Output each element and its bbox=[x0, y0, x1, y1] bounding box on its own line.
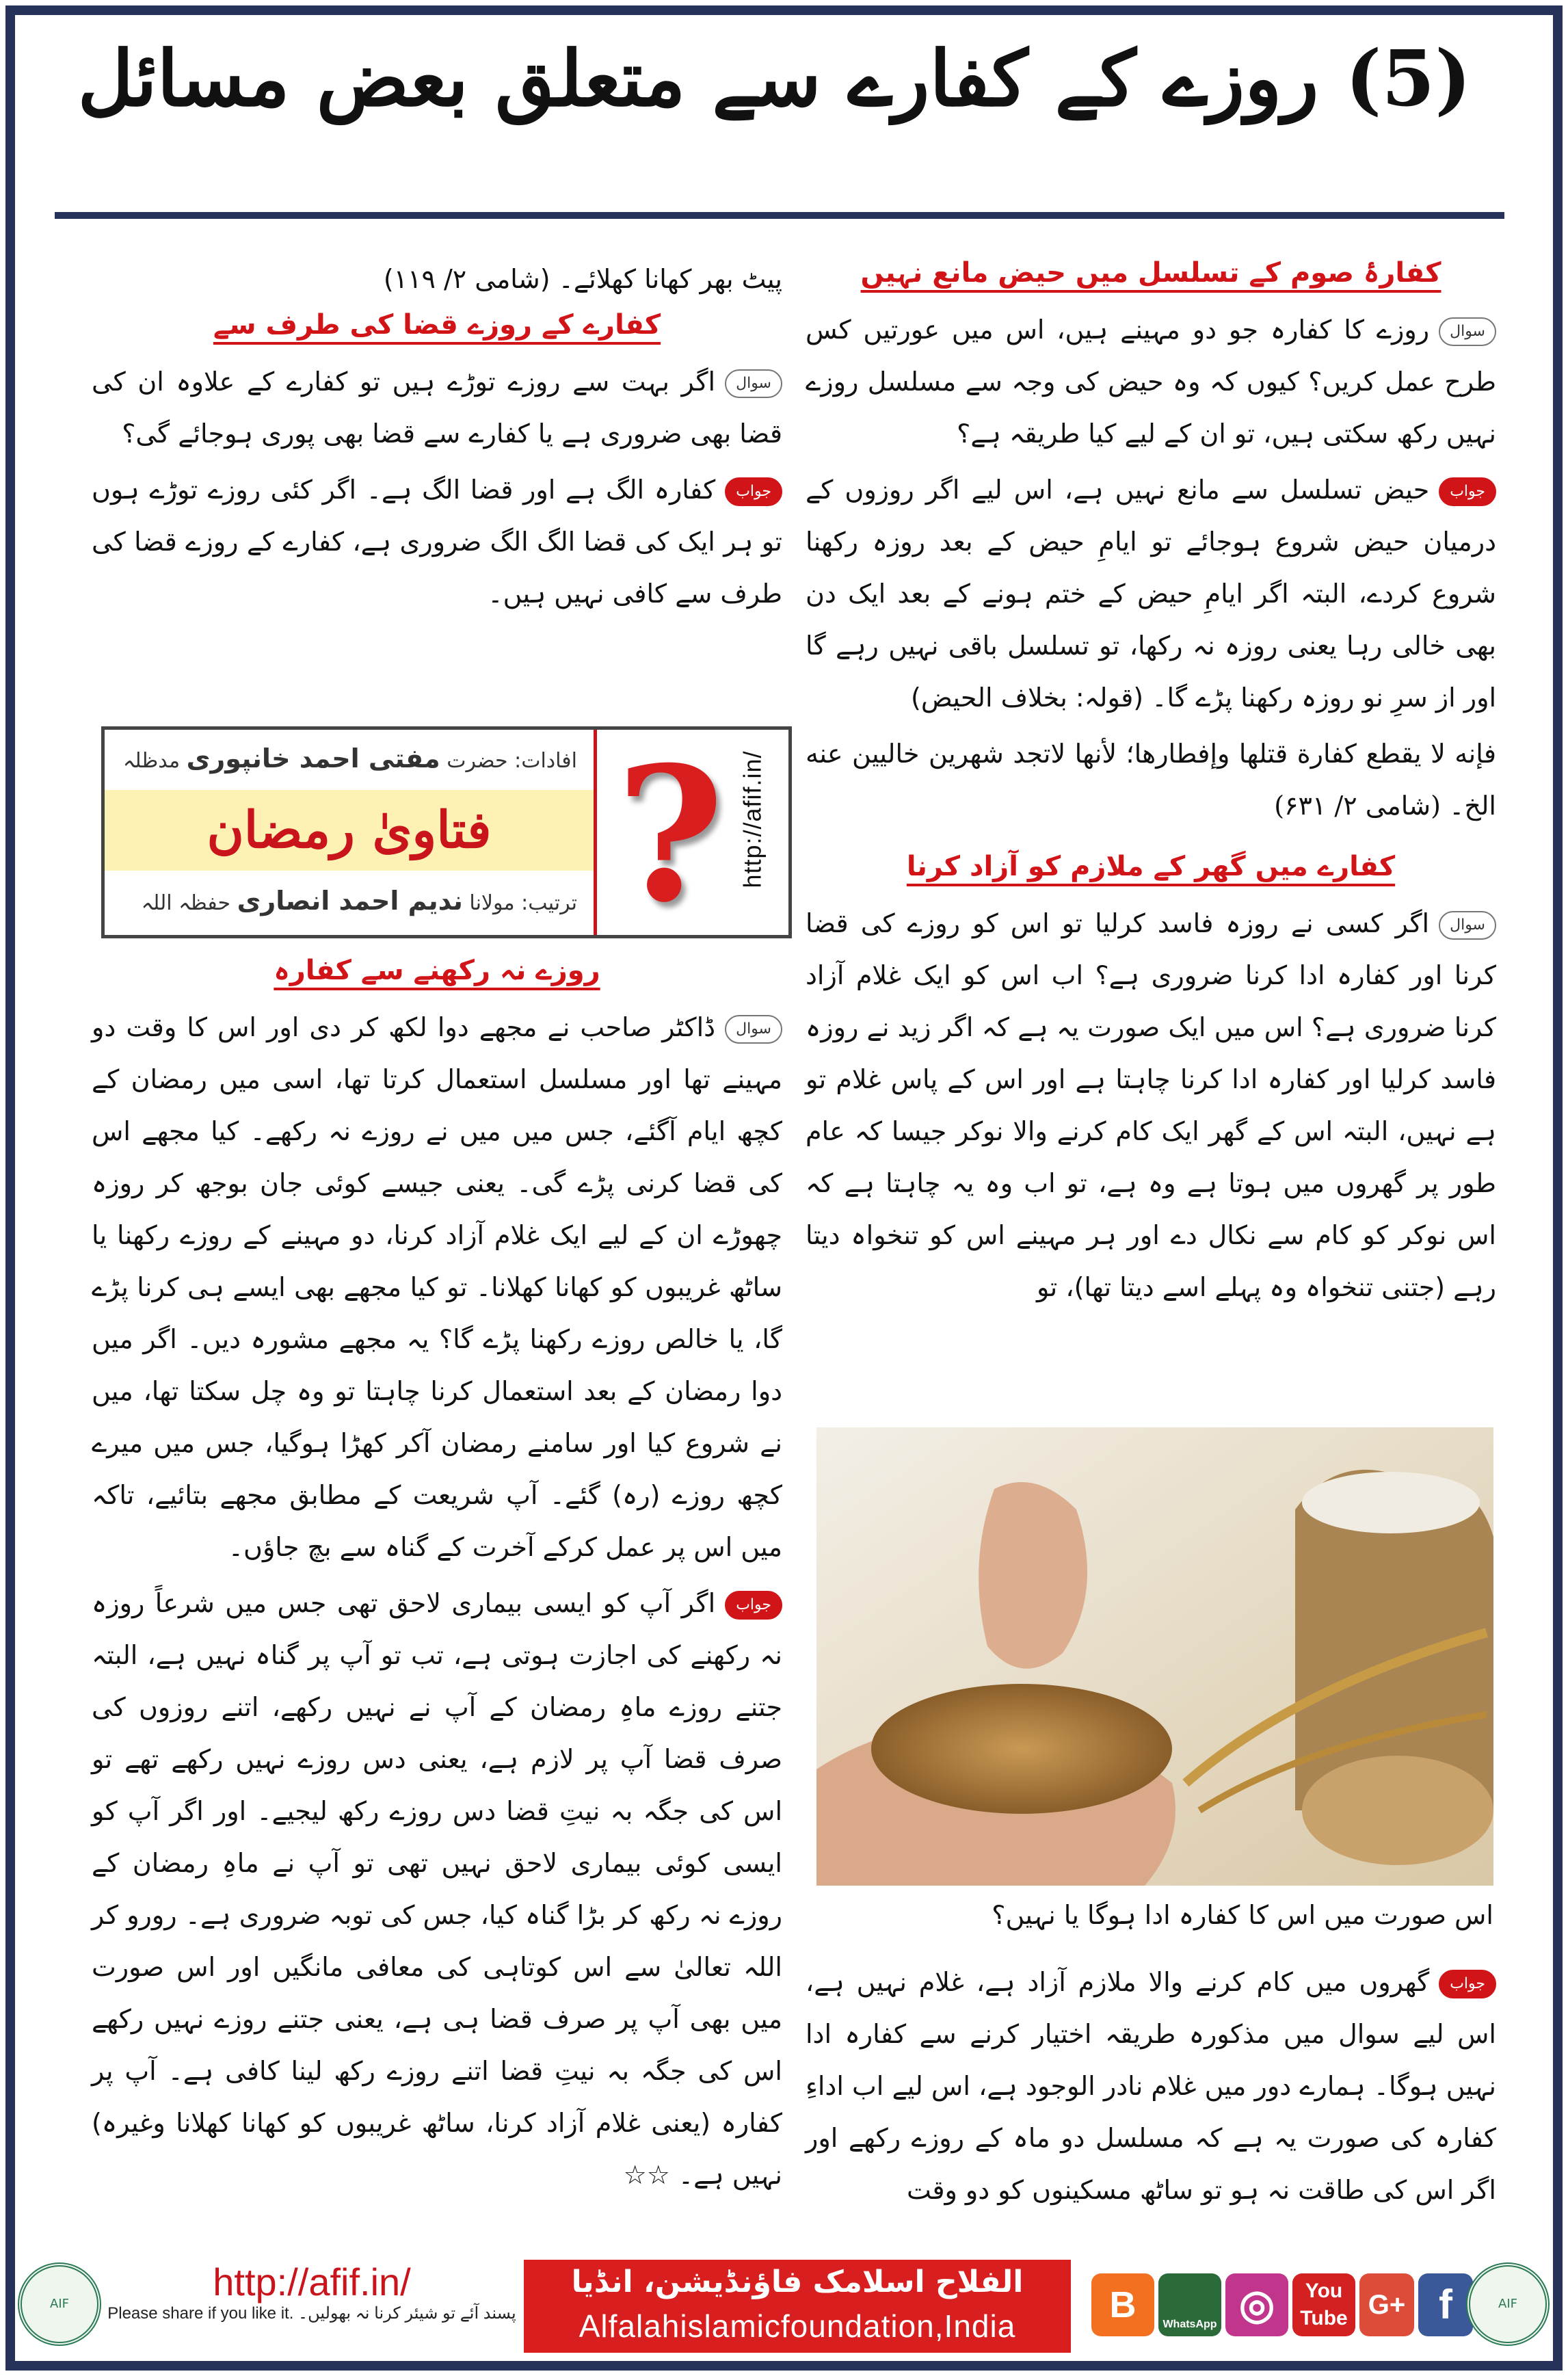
banner-compiler: ترتیب: مولانا ندیم احمد انصاری حفظہ اللہ bbox=[141, 886, 577, 916]
answer-tag: جواب bbox=[1439, 1970, 1496, 1998]
youtube-icon[interactable]: You Tube bbox=[1292, 2273, 1355, 2336]
answer-text: اگر آپ کو ایسی بیماری لاحق تھی جس میں شرعاً روزہ نہ رکھنے کی اجازت ہوتی ہے، تب تو آپ پر گناہ نہیں ہے، البتہ جتنے روزے ماہِ رمضان کے آپ نے نہیں رکھے، اتنے روزوں کی صرف قضا آپ پر لازم ہے، یعنی دس روزے نہیں رکھے تھے تو اس کی جگہ بہ نیتِ قضا دس روزے رکھ لیجیے۔ اور اگر آپ کو ایسی کوئی بیماری لاحق نہیں تھی تو آپ نے ماہِ رمضان کے روزے نہ رکھ کر بڑا گناہ کیا، جس کی توبہ ضروری ہے۔ رورو کر اللہ تعالیٰ سے اس کوتاہی کی معافی مانگیں اور اس صورت میں بھی آپ پر صرف قضا ہی ہے، یعنی جتنے روزے نہیں رکھے اس کی جگہ بہ نیتِ قضا اتنے روزے رکھ لینا کافی ہے۔ آپ پر کفارہ (یعنی غلام آزاد کرنا، ساٹھ غریبوں کو کھانا کھلانا وغیرہ) نہیں ہے۔ ☆☆ bbox=[92, 1588, 782, 2190]
question-text: اگر بہت سے روزے توڑے ہیں تو کفارے کے علاوہ ان کی قضا بھی ضروری ہے یا کفارے سے قضا بھی پوری ہوجائے گی؟ bbox=[92, 367, 782, 449]
answer-text: کفارہ الگ ہے اور قضا الگ ہے۔ اگر کئی روزے توڑے ہوں تو ہر ایک کی قضا الگ الگ ضروری ہے، کفارے کے روزے قضا کی طرف سے کافی نہیں ہیں۔ bbox=[92, 475, 782, 609]
answer-text: حیض تسلسل سے مانع نہیں ہے، اس لیے اگر روزوں کے درمیان حیض شروع ہوجائے تو ایامِ حیض کے بعد روزہ رکھنا شروع کردے، البتہ اگر ایامِ حیض کے ختم ہونے کے بعد ایک دن بھی خالی رہا یعنی روزہ نہ رکھا، تو تسلسل باقی نہیں رہے گا اور از سرِ نو روزہ رکھنا پڑے گا۔ (قولہ: بخلاف الحیض) bbox=[806, 475, 1496, 713]
google-plus-icon[interactable]: G+ bbox=[1359, 2273, 1414, 2336]
question-mark-panel bbox=[594, 726, 788, 943]
question-tag: سوال bbox=[725, 1015, 782, 1044]
organization-name-urdu: الفلاح اسلامک فاؤنڈیشن، انڈیا bbox=[571, 2265, 1024, 2299]
page-title: (5) روزے کے کفارے سے متعلق بعض مسائل bbox=[77, 34, 1472, 124]
right-column bbox=[806, 253, 1496, 1317]
answer-paragraph bbox=[92, 464, 782, 620]
question-mark-icon: ? bbox=[616, 726, 725, 943]
question-text: ڈاکٹر صاحب نے مجھے دوا لکھ کر دی اور اس کا وقت دو مہینے تھا اور مسلسل استعمال کرتا تھا، اسی میں رمضان کے کچھ ایام آگئے، جس میں میں نے روزے نہ رکھے۔ کیا مجھے اس کی قضا کرنی پڑے گی۔ یعنی جیسے کوئی جان بوجھ کر روزہ چھوڑے ان کے لیے ایک غلام آزاد کرنا، دو مہینے کے روزے رکھنا یا ساٹھ غریبوں کو کھانا کھلانا۔ تو کیا مجھے بھی ایسے ہی کرنا پڑے گا، یا خالص روزے رکھنا پڑے گا؟ یہ مجھے مشورہ دیں۔ اگر میں دوا رمضان کے بعد استعمال کرنا چاہتا تو وہ چل سکتا تھا، میں نے شروع کیا اور سامنے رمضان آکر کھڑا ہوگیا، جس میں میرے کچھ روزے (رہ) گئے۔ آپ شریعت کے مطابق مجھے بتائیے، تاکہ میں اس پر عمل کرکے آخرت کے گناہ سے بچ جاؤں۔ bbox=[92, 1012, 782, 1562]
answer-paragraph bbox=[806, 464, 1496, 724]
answer-tag: جواب bbox=[725, 477, 782, 506]
photo-caption: اس صورت میں اس کا کفارہ ادا ہوگا یا نہیں؟ bbox=[992, 1900, 1493, 1930]
answer-tag: جواب bbox=[725, 1591, 782, 1620]
left-column-lower bbox=[92, 951, 782, 2205]
foundation-seal-right: AIF bbox=[1466, 2262, 1550, 2346]
reference: (شامی ۲/ ۶۳۱) bbox=[1274, 791, 1441, 821]
title-divider bbox=[55, 212, 1504, 219]
instagram-icon[interactable]: ◎ bbox=[1225, 2273, 1288, 2336]
organization-name-english: Alfalahislamicfoundation,India bbox=[579, 2308, 1016, 2344]
section-heading: کفارۂ صوم کے تسلسل میں حیض مانع نہیں bbox=[860, 257, 1441, 289]
organization-banner[interactable] bbox=[524, 2260, 1071, 2353]
whatsapp-icon[interactable]: WhatsApp bbox=[1158, 2273, 1221, 2336]
question-tag: سوال bbox=[1439, 911, 1496, 940]
answer-text: گھروں میں کام کرنے والا ملازم آزاد ہے، غلام نہیں ہے، اس لیے سوال میں مذکورہ طریقہ اختیار کرنے سے کفارہ ادا نہیں ہوگا۔ ہمارے دور میں غلام نادر الوجود ہے، اس لیے اب اداءِ کفارہ کی صورت یہ ہے کہ مسلسل دو ماہ کے روزے رکھے اور اگر اس کی طاقت نہ ہو تو ساٹھ مسکینوں کو دو وقت bbox=[806, 1967, 1496, 2205]
blogger-icon[interactable]: B bbox=[1091, 2273, 1154, 2336]
question-tag: سوال bbox=[1439, 317, 1496, 346]
fatawa-ramadan-banner bbox=[101, 726, 792, 943]
question-paragraph bbox=[92, 356, 782, 460]
question-paragraph bbox=[806, 304, 1496, 460]
share-text: Please share if you like it. پسند آئے تو شیئر کرنا نہ بھولیں۔ bbox=[107, 2304, 516, 2323]
question-paragraph bbox=[92, 1001, 782, 1573]
section-heading: روزے نہ رکھنے سے کفارہ bbox=[274, 955, 600, 986]
section-heading: کفارے میں گھر کے ملازم کو آزاد کرنا bbox=[906, 851, 1396, 882]
foundation-seal-left: AIF bbox=[18, 2262, 101, 2346]
footer bbox=[18, 2250, 1550, 2360]
question-text: روزے کا کفارہ جو دو مہینے ہیں، اس میں عورتیں کس طرح عمل کریں؟ کیوں کہ وہ حیض کی وجہ سے مسلسل روزے نہیں رکھ سکتی ہیں، تو ان کے لیے کیا طریقہ ہے؟ bbox=[806, 315, 1496, 449]
answer-paragraph bbox=[806, 1956, 1496, 2216]
banner-body bbox=[105, 730, 594, 935]
answer-tag: جواب bbox=[1439, 477, 1496, 506]
question-tag: سوال bbox=[725, 369, 782, 398]
footer-url-box bbox=[93, 2261, 531, 2349]
banner-author: افادات: حضرت مفتی احمد خانپوری مدظلہ bbox=[122, 743, 577, 774]
section-heading: کفارے کے روزے قضا کی طرف سے bbox=[213, 309, 661, 341]
answer-paragraph bbox=[92, 1577, 782, 2201]
question-paragraph bbox=[806, 897, 1496, 1313]
left-column bbox=[92, 253, 782, 624]
banner-title: فتاویٰ رمضان bbox=[105, 790, 594, 871]
facebook-icon[interactable]: f bbox=[1418, 2273, 1473, 2336]
continued-text: پیٹ بھر کھانا کھلائے۔ (شامی ۲/ ۱۱۹) bbox=[383, 264, 782, 294]
footer-url-link[interactable]: http://afif.in/ bbox=[213, 2260, 411, 2304]
banner-url[interactable]: http://afif.in/ bbox=[738, 750, 767, 888]
arabic-quote: فإنه لا يقطع كفارة قتلها وإفطارها؛ لأنها لاتجد شهرين خاليين عنه الخ۔ (شامی ۲/ ۶۳۱) bbox=[806, 739, 1496, 821]
question-text: اگر کسی نے روزہ فاسد کرلیا تو اس کو روزے کی قضا کرنا اور کفارہ ادا کرنا ضروری ہے؟ اب اس کو ایک غلام آزاد کرنا ضروری ہے؟ اس میں ایک صورت یہ ہے کہ اگر زید نے روزہ فاسد کرلیا اور کفارہ ادا کرنا چاہتا ہے اور اس کے پاس غلام تو ہے نہیں، البتہ اس کے گھر ایک کام کرنے والا نوکر جیسا کہ عام طور پر گھروں میں ہوتا ہے وہ ہے، تو اب وہ یہ چاہتا ہے کہ اس نوکر کو کام سے نکال دے اور ہر مہینے اس کو تنخواہ دیتا رہے (جتنی تنخواہ وہ پہلے اسے دیتا تھا)، تو bbox=[806, 908, 1496, 1302]
wheat-hands-photo bbox=[816, 1427, 1493, 1886]
right-column-continued bbox=[806, 1956, 1496, 2220]
wheat-illustration bbox=[816, 1427, 1493, 1886]
